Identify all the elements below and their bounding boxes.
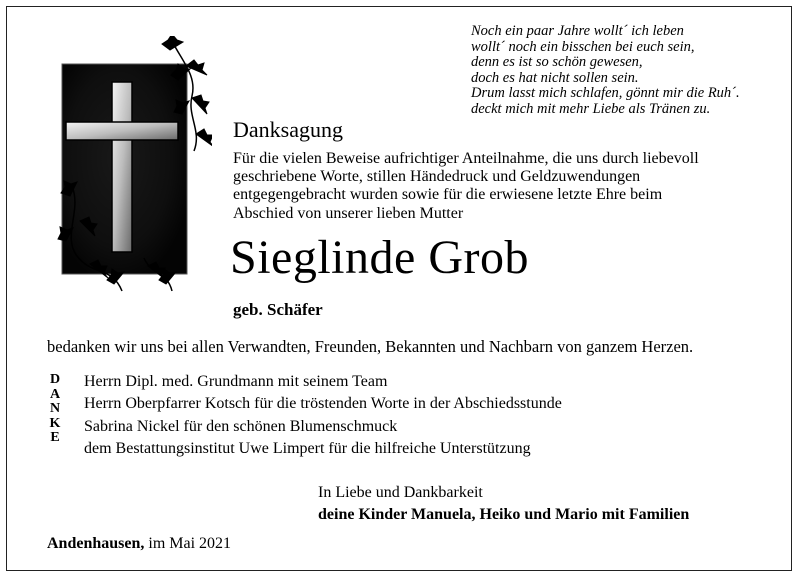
intro-line: entgegengebracht wurden sowie für die erwiesene letzte Ehre beim — [233, 186, 663, 204]
signatories: deine Kinder Manuela, Heiko und Mario mit Familien — [318, 506, 690, 523]
danke-acrostic — [45, 373, 65, 446]
place: Andenhausen, — [47, 535, 145, 552]
danke-letter: K — [49, 415, 61, 431]
poem-line: Noch ein paar Jahre wollt´ ich leben — [471, 23, 684, 39]
poem — [471, 24, 781, 118]
poem-line: wollt´ noch ein bisschen bei euch sein, — [471, 38, 695, 55]
intro-text — [233, 150, 753, 223]
place-date — [47, 535, 231, 553]
danke-item: Herrn Oberpfarrer Kotsch für die tröstenden Worte in der Abschiedsstunde — [84, 395, 562, 413]
intro-line: Abschied von unserer lieben Mutter — [233, 204, 464, 222]
poem-line: doch es hat nicht sollen sein. — [471, 69, 639, 86]
danke-letter: E — [50, 430, 60, 445]
intro-line: geschriebene Worte, stillen Händedruck und Geldzuwendungen — [233, 168, 641, 186]
danke-item: Herrn Dipl. med. Grundmann mit seinem Team — [84, 373, 388, 390]
danke-letter: A — [49, 386, 61, 402]
danke-letter: N — [49, 401, 61, 416]
intro-line: Für die vielen Beweise aufrichtiger Anteilnahme, die uns durch liebevoll — [233, 150, 699, 167]
poem-line: deckt mich mit mehr Liebe als Tränen zu. — [471, 100, 711, 117]
date: im Mai 2021 — [148, 535, 232, 552]
danke-item: dem Bestattungsinstitut Uwe Limpert für die hilfreiche Unterstützung — [84, 439, 531, 457]
cross-with-ivy-image — [52, 36, 212, 306]
danke-letter: D — [49, 372, 61, 387]
danke-item: Sabrina Nickel für den schönen Blumenschmuck — [84, 417, 398, 435]
closing-phrase: In Liebe und Dankbarkeit — [318, 484, 483, 501]
deceased-name: Sieglinde Grob — [230, 231, 529, 284]
poem-line: denn es ist so schön gewesen, — [471, 54, 643, 71]
danke-list — [84, 371, 562, 460]
heading-danksagung: Danksagung — [233, 117, 343, 142]
poem-line: Drum lasst mich schlafen, gönnt mir die Ruh´. — [471, 85, 740, 102]
thanks-line: bedanken wir uns bei allen Verwandten, Freunden, Bekannten und Nachbarn von ganzem Herzen. — [47, 337, 694, 356]
maiden-name: geb. Schäfer — [233, 300, 323, 319]
